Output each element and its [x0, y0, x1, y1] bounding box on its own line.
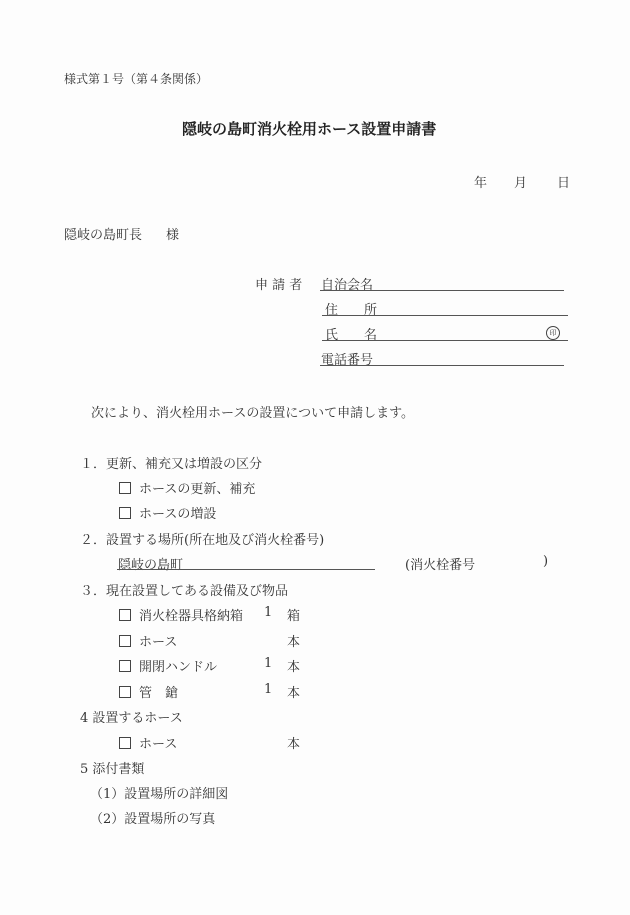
- hydrant-number-close: ): [543, 554, 549, 569]
- community-name-label: 自治会名: [321, 278, 374, 293]
- equipment-item-hose[interactable]: [119, 631, 177, 650]
- install-item-hose[interactable]: [119, 733, 177, 752]
- document-title: 隠岐の島町消火栓用ホース設置申請書: [182, 120, 437, 138]
- item-unit: 本: [287, 635, 301, 650]
- item-name: 管 鎗: [139, 686, 179, 701]
- checkbox[interactable]: [119, 635, 131, 647]
- date-month-label: 月: [514, 176, 528, 191]
- item-name: 開閉ハンドル: [139, 660, 218, 675]
- item-qty: 1: [264, 682, 273, 697]
- item-name: ホース: [139, 737, 178, 752]
- name-label: 氏 名: [325, 328, 378, 343]
- section-5-heading: 5 添付書類: [80, 762, 145, 777]
- section-1-heading: １．更新、補充又は増設の区分: [80, 457, 263, 472]
- option-label: ホースの更新、補充: [139, 482, 256, 497]
- item-unit: 本: [287, 737, 301, 752]
- location-field[interactable]: 隠岐の島町: [118, 558, 184, 573]
- checkbox[interactable]: [119, 686, 131, 698]
- item-name: 消火栓器具格納箱: [139, 609, 244, 624]
- item-name: ホース: [139, 635, 178, 650]
- checkbox[interactable]: [119, 482, 131, 494]
- date-year-label: 年: [474, 176, 488, 191]
- equipment-item-nozzle[interactable]: [119, 682, 178, 701]
- phone-label: 電話番号: [321, 353, 374, 368]
- hydrant-number-label: (消火栓番号: [405, 558, 476, 573]
- checkbox[interactable]: [119, 609, 131, 621]
- equipment-item-storage-box[interactable]: [119, 605, 243, 624]
- section-2-heading: ２．設置する場所(所在地及び消火栓番号): [80, 533, 325, 548]
- seal-icon: 印: [546, 326, 560, 340]
- option-label: ホースの増設: [139, 507, 217, 522]
- item-qty: 1: [264, 605, 273, 620]
- addressee-name: 隠岐の島町長: [64, 228, 143, 243]
- item-unit: 本: [287, 686, 301, 701]
- item-unit: 本: [287, 660, 301, 675]
- community-name-underline: [320, 290, 564, 291]
- option-hose-add[interactable]: [119, 503, 216, 522]
- applicant-label: 申 請 者: [255, 278, 303, 293]
- intro-text: 次により、消火栓用ホースの設置について申請します。: [91, 406, 415, 421]
- addressee-honorific: 様: [166, 228, 180, 243]
- equipment-item-handle[interactable]: [119, 656, 217, 675]
- section-4-heading: 4 設置するホース: [80, 711, 183, 726]
- option-hose-update[interactable]: [119, 478, 255, 497]
- phone-underline: [320, 365, 564, 366]
- checkbox[interactable]: [119, 660, 131, 672]
- name-underline: [322, 340, 568, 341]
- location-underline: [117, 569, 375, 570]
- section-3-heading: ３．現在設置してある設備及び物品: [80, 584, 289, 599]
- date-day-label: 日: [557, 176, 571, 191]
- item-unit: 箱: [287, 609, 301, 624]
- address-label: 住 所: [325, 303, 378, 318]
- form-number: 様式第１号（第４条関係）: [64, 72, 209, 86]
- checkbox[interactable]: [119, 507, 131, 519]
- address-underline: [322, 315, 568, 316]
- attachment-detail-map: （1）設置場所の詳細図: [90, 787, 229, 802]
- attachment-photo: （2）設置場所の写真: [90, 812, 216, 827]
- item-qty: 1: [264, 656, 273, 671]
- checkbox[interactable]: [119, 737, 131, 749]
